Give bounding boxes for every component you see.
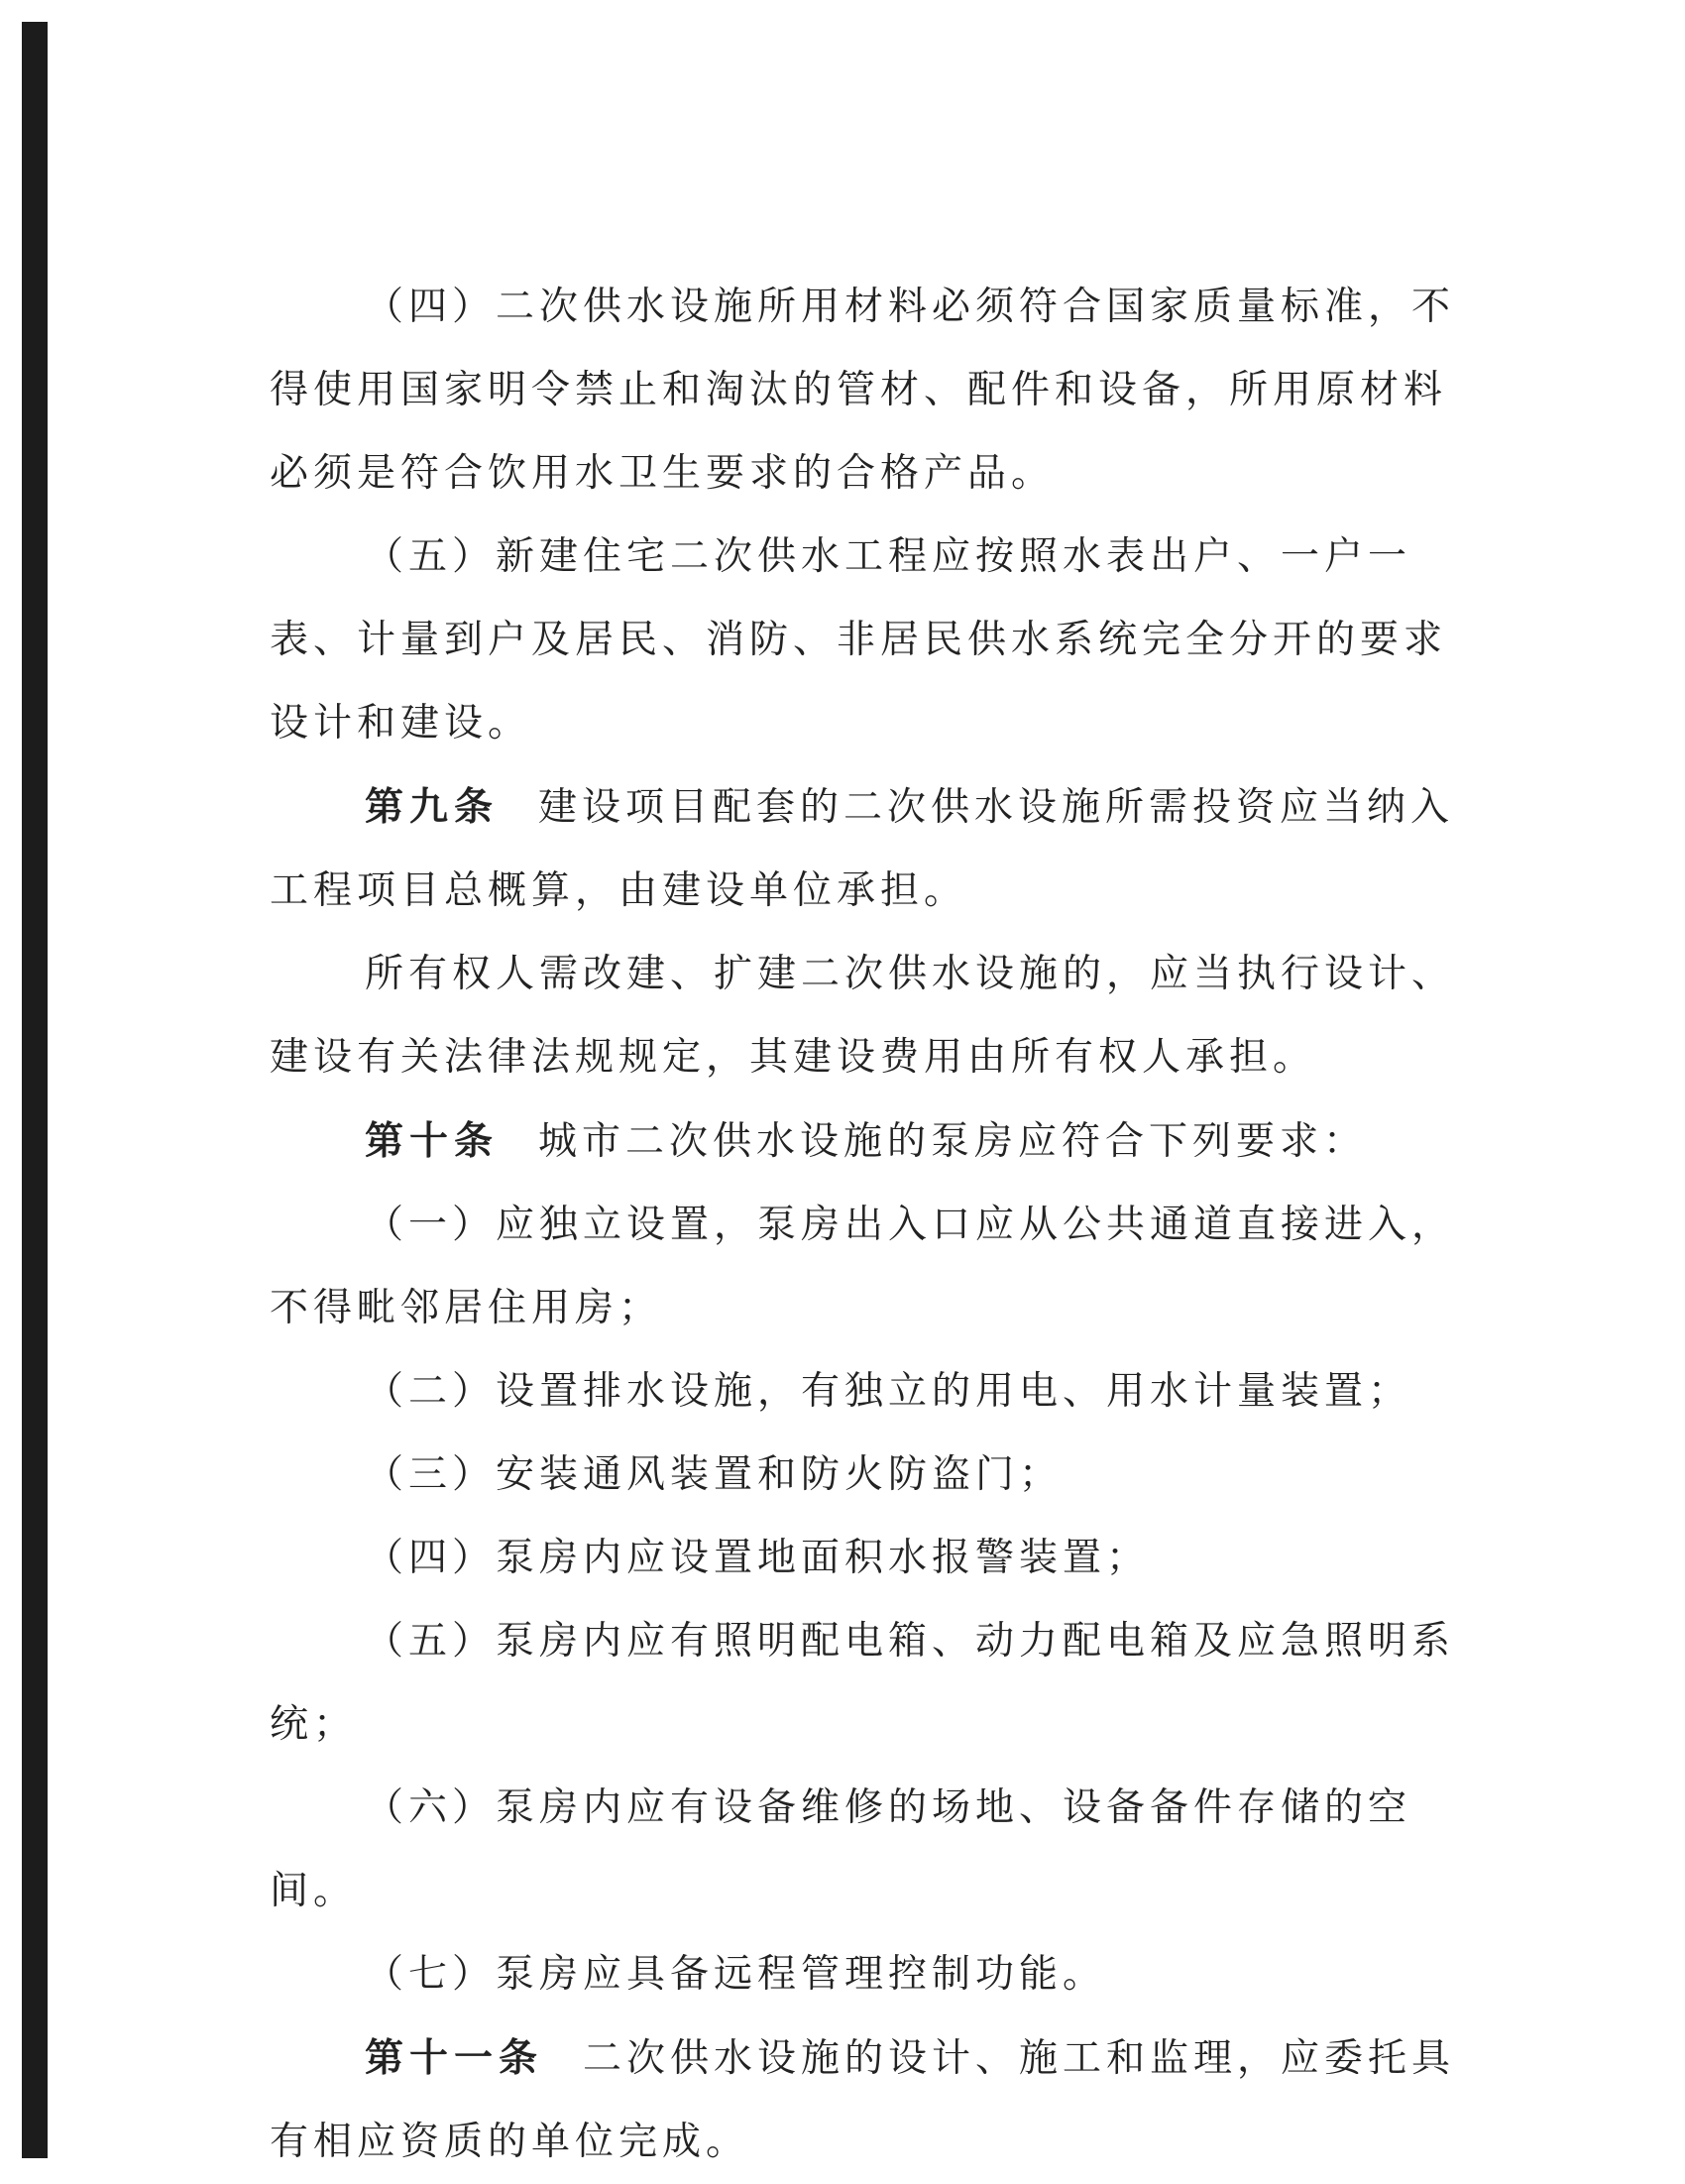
paragraph-owner-renovation: 所有权人需改建、扩建二次供水设施的，应当执行设计、建设有关法律法规规定，其建设费用由所有权人承担。	[270, 952, 1456, 1080]
paragraph-item-3-ventilation: （三）安装通风装置和防火防盗门；	[365, 1452, 1064, 1497]
scan-binding-edge	[22, 22, 48, 2158]
paragraph-item-6-maintenance: （六）泵房内应有设备维修的场地、设备备件存储的空间。	[270, 1785, 1412, 1913]
paragraph-item-2-drainage: （二）设置排水设施，有独立的用电、用水计量装置；	[365, 1369, 1412, 1414]
article-9-text: 建设项目配套的二次供水设施所需投资应当纳入工程项目总概算，由建设单位承担。	[270, 785, 1455, 913]
paragraph-item-7-remote: （七）泵房应具备远程管理控制功能。	[365, 1952, 1107, 1997]
article-10-heading: 第十条	[365, 1118, 500, 1164]
paragraph-item-5-lighting: （五）泵房内应有照明配电箱、动力配电箱及应急照明系统；	[270, 1619, 1456, 1747]
article-10-text: 城市二次供水设施的泵房应符合下列要求：	[538, 1119, 1368, 1164]
article-11-text: 二次供水设施的设计、施工和监理，应委托具有相应资质的单位完成。	[270, 2036, 1456, 2164]
document-page	[270, 266, 1459, 2184]
article-9	[270, 765, 1459, 933]
paragraph-item-4-materials: （四）二次供水设施所用材料必须符合国家质量标准，不得使用国家明令禁止和淘汰的管材、配件和设备，所用原材料必须是符合饮用水卫生要求的合格产品。	[270, 285, 1456, 496]
paragraph-item-4-alarm: （四）泵房内应设置地面积水报警装置；	[365, 1536, 1151, 1580]
article-11-heading: 第十一条	[365, 2035, 544, 2081]
article-10	[270, 1099, 1459, 1184]
paragraph-item-1-independent: （一）应独立设置，泵房出入口应从公共通道直接进入，不得毗邻居住用房；	[270, 1203, 1456, 1330]
paragraph-item-5-metering: （五）新建住宅二次供水工程应按照水表出户、一户一表、计量到户及居民、消防、非居民供水系统完全分开的要求设计和建设。	[270, 534, 1448, 746]
article-11	[270, 2016, 1459, 2184]
article-9-heading: 第九条	[365, 784, 500, 830]
